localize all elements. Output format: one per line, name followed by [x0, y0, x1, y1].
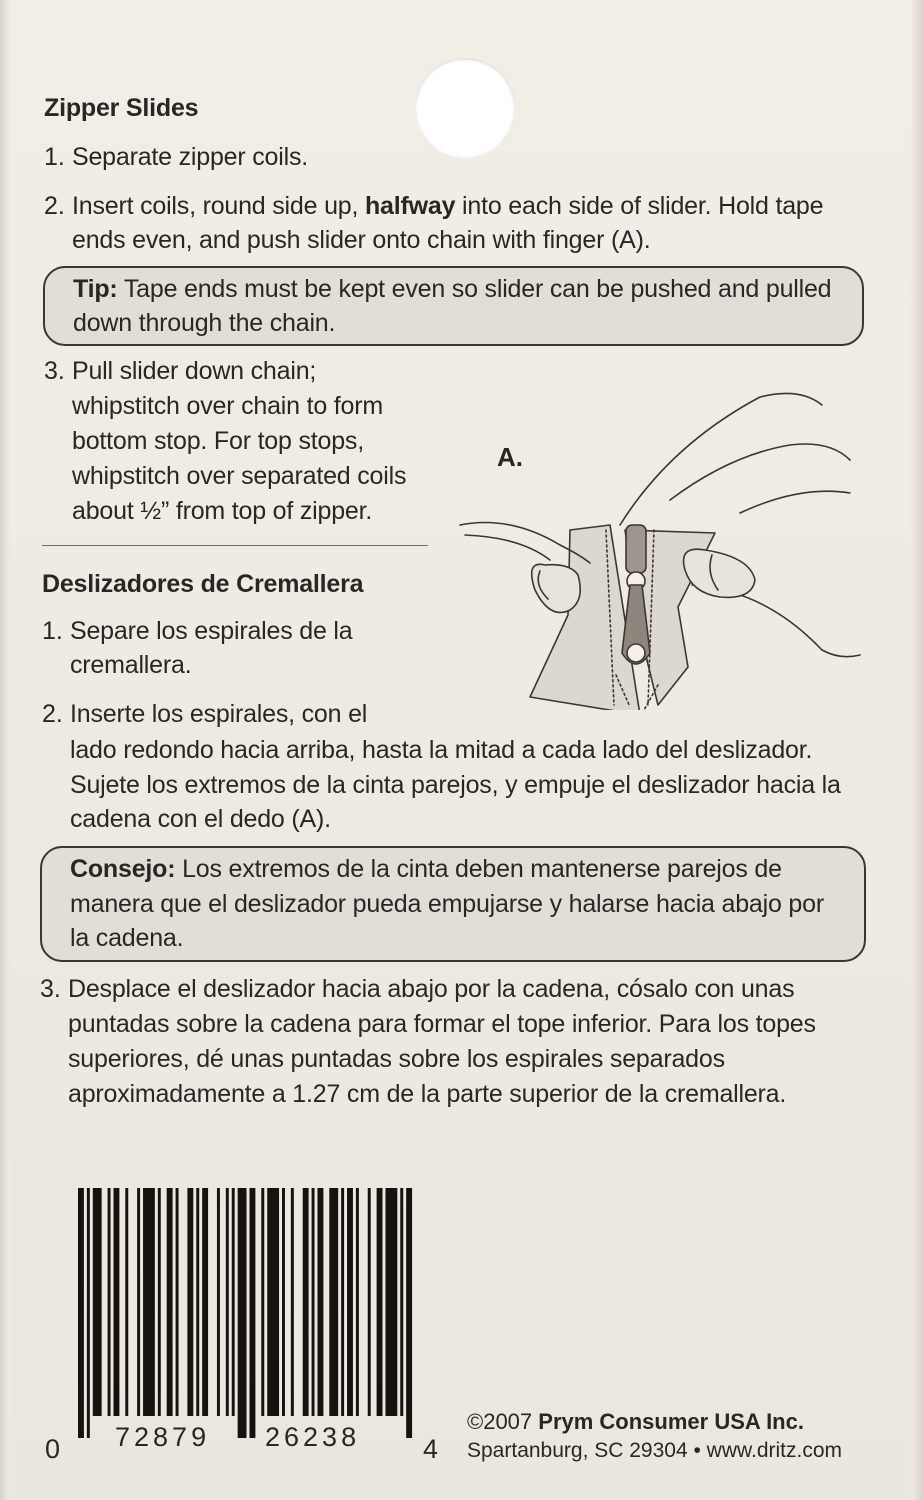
barcode-bar	[167, 1188, 173, 1416]
barcode-group-right: 26238	[265, 1422, 361, 1452]
barcode-bar	[400, 1188, 403, 1416]
es-tip-text: Los extremos de la cinta deben mantenerse parejos de	[175, 855, 782, 883]
barcode-bar	[291, 1188, 294, 1416]
barcode-bar	[238, 1188, 247, 1438]
es-step2-line: cadena con el dedo (A).	[70, 805, 331, 833]
barcode-bar	[317, 1188, 323, 1416]
barcode-bar	[329, 1188, 338, 1416]
es-step3-line: aproximadamente a 1.27 cm de la parte superior de la cremallera.	[68, 1080, 787, 1108]
en-tip-text: Tape ends must be kept even so slider can be pushed and pulled	[117, 275, 832, 303]
barcode-bar	[217, 1188, 220, 1416]
en-step2-line1	[72, 189, 823, 223]
barcode-bar	[385, 1188, 397, 1416]
upc-barcode	[40, 1188, 445, 1470]
en-tip-label: Tip:	[73, 275, 118, 303]
en-step1-text: Separate zipper coils.	[72, 143, 309, 171]
en-step3-line: whipstitch over chain to form	[72, 392, 383, 420]
en-step3-number: 3.	[44, 357, 65, 385]
barcode-bar	[158, 1188, 161, 1416]
es-tip-line3: la cadena.	[70, 924, 184, 952]
barcode-bar	[87, 1188, 90, 1438]
barcode-bar	[226, 1188, 229, 1416]
en-step2-number: 2.	[44, 192, 65, 220]
card-left-edge-shadow	[0, 0, 10, 1500]
es-step3-line: superiores, dé unas puntadas sobre los espirales separados	[68, 1045, 725, 1073]
en-step3-line: about ½” from top of zipper.	[72, 497, 373, 525]
es-tip-line2: manera que el deslizador pueda empujarse y halarse hacia abajo por	[70, 890, 824, 918]
english-heading: Zipper Slides	[44, 94, 199, 122]
section-divider	[42, 545, 428, 546]
es-step2-line: lado redondo hacia arriba, hasta la mitad a cada lado del deslizador.	[70, 736, 813, 764]
barcode-bar	[125, 1188, 128, 1416]
barcode-bar	[187, 1188, 193, 1416]
en-tip-line2: down through the chain.	[73, 309, 336, 337]
barcode-bar	[347, 1188, 353, 1416]
address-line: Spartanburg, SC 29304 • www.dritz.com	[467, 1439, 843, 1462]
barcode-bar	[143, 1188, 155, 1416]
figure-label: A.	[497, 442, 523, 472]
en-step2-text-post: into each side of slider. Hold tape	[455, 192, 824, 220]
zipper-illustration	[430, 385, 890, 710]
barcode-bar	[368, 1188, 371, 1416]
es-step2-number: 2.	[42, 700, 63, 728]
barcode-bar	[377, 1188, 383, 1416]
barcode-group-left: 72879	[115, 1422, 211, 1452]
en-step2-text-pre: Insert coils, round side up,	[72, 192, 365, 220]
barcode-bar	[267, 1188, 279, 1416]
en-step2-emphasis: halfway	[364, 192, 456, 220]
es-step3-line: Desplace el deslizador hacia abajo por la cadena, cósalo con unas	[68, 975, 795, 1003]
es-step2-line: Sujete los extremos de la cinta parejos, y empuje el deslizador hacia la	[70, 771, 841, 799]
es-tip-label: Consejo:	[70, 855, 176, 883]
hang-hole	[415, 58, 515, 158]
es-step1-line: Separe los espirales de la	[70, 617, 353, 645]
spanish-heading: Deslizadores de Cremallera	[42, 570, 364, 598]
barcode-bar	[261, 1188, 264, 1416]
barcode-digit-last: 4	[423, 1434, 439, 1464]
es-step1-number: 1.	[42, 617, 63, 645]
es-step3-number: 3.	[40, 975, 61, 1003]
barcode-bar	[249, 1188, 255, 1438]
barcode-bar	[196, 1188, 199, 1416]
barcode-bar	[356, 1188, 359, 1416]
es-step2-line: Inserte los espirales, con el	[70, 700, 368, 728]
en-tip-line1	[73, 272, 831, 306]
barcode-bar	[108, 1188, 111, 1416]
barcode-bar	[341, 1188, 344, 1416]
barcode-bars	[78, 1188, 418, 1438]
company-name: Prym Consumer USA Inc.	[532, 1409, 804, 1434]
barcode-bar	[113, 1188, 119, 1416]
en-step3-line: bottom stop. For top stops,	[72, 427, 364, 455]
es-step3-line: puntadas sobre la cadena para formar el tope inferior. Para los topes	[68, 1010, 816, 1038]
barcode-bar	[406, 1188, 412, 1438]
barcode-bar	[137, 1188, 140, 1416]
barcode-bar	[303, 1188, 309, 1416]
en-step3-line: Pull slider down chain;	[72, 357, 317, 385]
en-step2-line2: ends even, and push slider onto chain with finger (A).	[72, 226, 651, 254]
copyright-line	[467, 1408, 804, 1436]
es-step1-line: cremallera.	[70, 651, 192, 679]
barcode-bar	[176, 1188, 179, 1416]
card-right-edge-shadow	[911, 0, 923, 1500]
barcode-bar	[78, 1188, 84, 1438]
barcode-bar	[93, 1188, 102, 1416]
barcode-bar	[282, 1188, 285, 1416]
barcode-bar	[202, 1188, 208, 1416]
es-tip-line1	[70, 852, 782, 886]
en-step3-line: whipstitch over separated coils	[72, 462, 407, 490]
copyright-year: ©2007	[467, 1409, 533, 1434]
barcode-digit-first: 0	[45, 1434, 61, 1464]
barcode-bar	[312, 1188, 315, 1416]
barcode-bar	[232, 1188, 235, 1416]
en-step1-number: 1.	[44, 143, 65, 171]
